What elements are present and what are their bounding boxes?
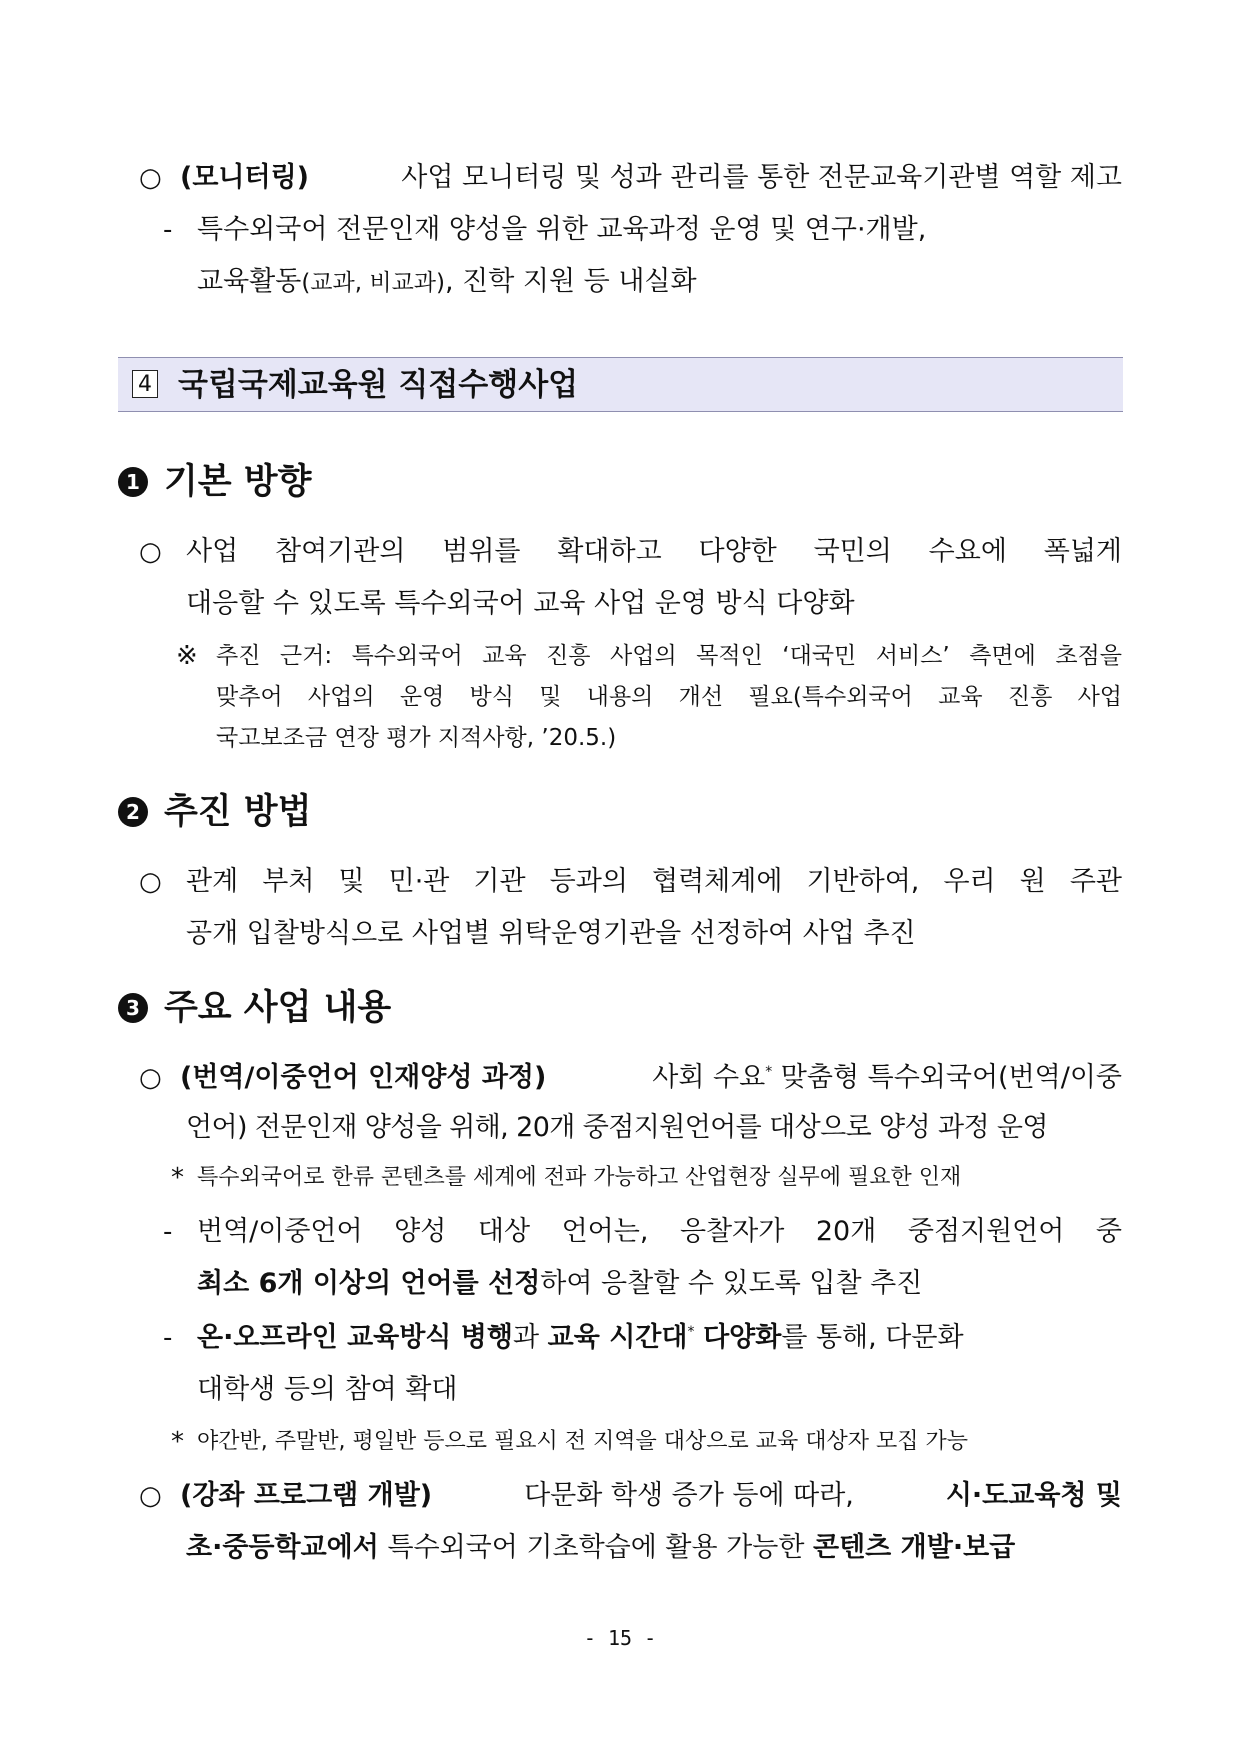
p2-bold2: 콘텐츠 개발·보급 [813, 1532, 1016, 1563]
bullet-dash: - [163, 1217, 173, 1247]
method-line2: 공개 입찰방식으로 사업별 위탁운영기관을 선정하여 사업 추진 [186, 918, 916, 949]
p1-text-a: 사회 수요 [652, 1062, 766, 1093]
bullet-circle: ○ [139, 867, 162, 897]
monitoring-sub-line1: 특수외국어 전문인재 양성을 위한 교육과정 운영 및 연구·개발, [197, 214, 927, 245]
note-line3: 국고보조금 연장 평가 지적사항, ’20.5.) [216, 725, 617, 751]
monitoring-label: (모니터링) [180, 162, 310, 193]
bullet-circle: ○ [139, 537, 162, 567]
section-header [118, 357, 1123, 412]
d2-note: 야간반, 주말반, 평일반 등으로 필요시 전 지역을 대상으로 교육 대상자 모집 가능 [197, 1429, 968, 1454]
bullet-dash: - [163, 215, 173, 245]
note-mark: ※ [176, 641, 198, 671]
sub-text-small: (교과, 비교과) [301, 270, 445, 296]
sub-text: , 진학 지원 등 내실화 [445, 266, 697, 297]
heading-basic-direction [118, 458, 311, 506]
heading-main-contents [118, 984, 391, 1032]
p2-mid: 특수외국어 기초학습에 활용 가능한 [387, 1532, 805, 1563]
section-number: 4 [132, 370, 158, 398]
basic-line2: 대응할 수 있도록 특수외국어 교육 사업 운영 방식 다양화 [186, 588, 855, 619]
star-mark: * [171, 1427, 184, 1457]
p1-footnote-mark: * [765, 1064, 773, 1080]
d1-bold: 최소 6개 이상의 언어를 선정 [197, 1268, 541, 1299]
monitoring-line [180, 158, 1122, 198]
p1-note: 특수외국어로 한류 콘텐츠를 세계에 전파 가능하고 산업현장 실무에 필요한 인재 [197, 1165, 962, 1190]
sub-text: 교육활동 [197, 266, 302, 297]
p1-text-b: 맞춤형 특수외국어(번역/이중 [780, 1062, 1122, 1093]
basic-line1: 사업 참여기관의 범위를 확대하고 다양한 국민의 수요에 폭넓게 [186, 536, 1122, 567]
p2-bold1: 초·중등학교에서 [186, 1532, 379, 1563]
bullet-circle: ○ [139, 1063, 162, 1093]
d2-bold3: 다양화 [703, 1322, 782, 1353]
p2-text: 다문화 학생 증가 등에 따라, [524, 1480, 854, 1511]
heading-method [118, 788, 311, 836]
monitoring-text: 사업 모니터링 및 성과 관리를 통한 전문교육기관별 역할 제고 [401, 162, 1122, 193]
d2-rest: 를 통해, 다문화 [781, 1322, 964, 1353]
method-line1: 관계 부처 및 민·관 기관 등과의 협력체계에 기반하여, 우리 원 주관 [186, 866, 1122, 897]
d2-bold2: 교육 시간대 [547, 1322, 688, 1353]
monitoring-sub-line2 [197, 262, 697, 303]
star-mark: * [171, 1163, 184, 1193]
d1-line2 [197, 1264, 922, 1304]
bullet-circle: ○ [139, 1481, 162, 1511]
d1-line1: 번역/이중언어 양성 대상 언어는, 응찰자가 20개 중점지원언어 중 [197, 1216, 1122, 1247]
main-p2-line2 [186, 1528, 1015, 1568]
p1-text [652, 1058, 1122, 1098]
bullet-dash: - [163, 1323, 173, 1353]
heading-number-badge: 2 [118, 797, 148, 827]
heading-text: 주요 사업 내용 [164, 988, 392, 1028]
main-p2-line1 [180, 1476, 1122, 1516]
d2-bold1: 온·오프라인 교육방식 병행 [197, 1322, 513, 1353]
page-number: - 15 - [583, 1626, 657, 1650]
main-p1-line2: 언어) 전문인재 양성을 위해, 20개 중점지원언어를 대상으로 양성 과정 운영 [186, 1112, 1048, 1143]
p2-label: (강좌 프로그램 개발) [180, 1480, 433, 1511]
d2-footnote-mark: * [687, 1324, 695, 1340]
heading-number-badge: 1 [118, 467, 148, 497]
d1-rest: 하여 응찰할 수 있도록 입찰 추진 [540, 1268, 923, 1299]
main-p1-line1 [180, 1058, 1122, 1098]
heading-text: 기본 방향 [164, 462, 312, 502]
section-title: 국립국제교육원 직접수행사업 [178, 367, 579, 403]
d2-line2: 대학생 등의 참여 확대 [197, 1374, 458, 1405]
note-line1: 추진 근거: 특수외국어 교육 진흥 사업의 목적인 ‘대국민 서비스’ 측면에 초점을 [216, 643, 1122, 669]
bullet-circle: ○ [139, 163, 162, 193]
d2-line1 [197, 1318, 964, 1358]
note-line2: 맞추어 사업의 운영 방식 및 내용의 개선 필요(특수외국어 교육 진흥 사업 [216, 684, 1122, 710]
heading-text: 추진 방법 [164, 792, 312, 832]
heading-number-badge: 3 [118, 993, 148, 1023]
d2-mid: 과 [512, 1322, 540, 1353]
p1-label: (번역/이중언어 인재양성 과정) [180, 1062, 547, 1093]
p2-bold: 시·도교육청 및 [945, 1480, 1122, 1511]
